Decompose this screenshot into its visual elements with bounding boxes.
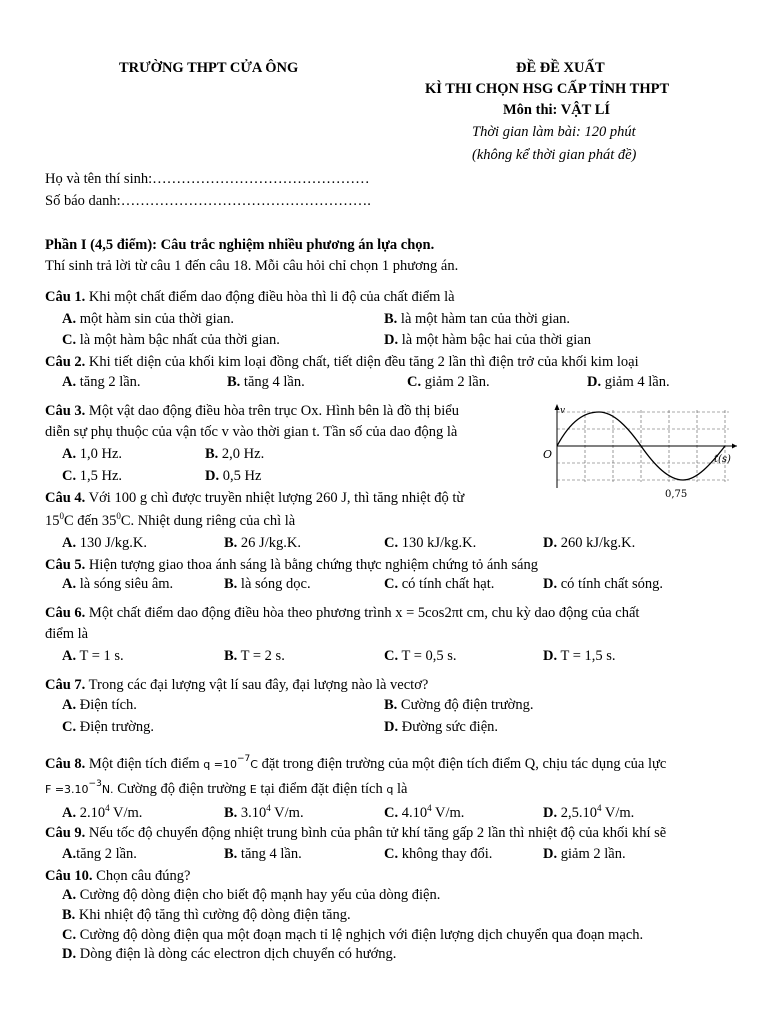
question-9: Câu 9. Nếu tốc độ chuyển động nhiệt trung bình của phân tử khí tăng gấp 2 lần thì nhiệt độ của khối khí sẽ [45, 825, 667, 841]
q10-option-a: A. Cường độ dòng điện cho biết độ mạnh hay yếu của dòng điện. [62, 887, 441, 903]
q2-option-b: B. tăng 4 lần. [227, 374, 305, 390]
q2-option-c: C. giảm 2 lần. [407, 374, 490, 390]
q4-option-b: B. 26 J/kg.K. [224, 535, 301, 551]
graph-v-label: v [560, 406, 566, 416]
q10-option-b: B. Khi nhiệt độ tăng thì cường độ dòng điện tăng. [62, 907, 351, 923]
q9-option-c: C. không thay đổi. [384, 846, 493, 862]
q9-option-d: D. giảm 2 lần. [543, 846, 626, 862]
question-6-line2: điểm là [45, 626, 89, 642]
question-8-line2: $F =3.10^{-3}N$. Cường độ điện trường E tại điểm đặt điện tích q là [45, 779, 408, 797]
q4-option-d: D. 260 kJ/kg.K. [543, 535, 636, 551]
exam-title: KÌ THI CHỌN HSG CẤP TỈNH THPT [425, 81, 670, 97]
q10-option-d: D. Dòng điện là dòng các electron dịch chuyển có hướng. [62, 946, 397, 962]
q8-option-a: A. 2.10$^4$ V/m. [62, 803, 143, 821]
q5-option-a: A. là sóng siêu âm. [62, 576, 174, 592]
q8-charge-formula: $q =10^{-7}C$ [203, 754, 258, 771]
q5-option-c: C. có tính chất hạt. [384, 576, 495, 592]
q3-option-d: D. 0,5 Hz [205, 468, 262, 484]
q6-option-b: B. T = 2 s. [224, 648, 285, 664]
question-4-line2: $15^0C$ đến $35^0C$. Nhiệt dung riêng của chì là [45, 511, 296, 529]
q1-option-b: B. là một hàm tan của thời gian. [384, 311, 571, 327]
q7-option-b: B. Cường độ điện trường. [384, 697, 534, 713]
question-7: Câu 7. Trong các đại lượng vật lí sau đây, đại lượng nào là vectơ? [45, 677, 429, 693]
q9-option-b: B. tăng 4 lần. [224, 846, 302, 862]
q1-option-a: A. một hàm sin của thời gian. [62, 311, 234, 327]
q10-option-c: C. Cường độ dòng điện qua một đoạn mạch tỉ lệ nghịch với điện lượng dịch chuyển qua đoạn mạch. [62, 927, 644, 943]
question-10: Câu 10. Chọn câu đúng? [45, 868, 191, 884]
q2-option-a: A. tăng 2 lần. [62, 374, 141, 390]
q7-option-c: C. Điện trường. [62, 719, 155, 735]
question-3-line2: diễn sự phụ thuộc của vận tốc v vào thời gian t. Tần số của dao động là [45, 424, 458, 440]
q6-option-a: A. T = 1 s. [62, 648, 124, 664]
q5-option-b: B. là sóng dọc. [224, 576, 311, 592]
q3-option-c: C. 1,5 Hz. [62, 468, 123, 484]
q4-option-a: A. 130 J/kg.K. [62, 535, 148, 551]
question-2: Câu 2. Khi tiết diện của khối kim loại đồng chất, tiết diện đều tăng 2 lần thì điện trở của khối kim loại [45, 354, 639, 370]
student-id-line: Số báo danh:……………………………………………. [45, 193, 371, 209]
part1-instruction: Thí sinh trả lời từ câu 1 đến câu 18. Mỗi câu hỏi chỉ chọn 1 phương án. [45, 258, 459, 274]
q2-option-d: D. giảm 4 lần. [587, 374, 670, 390]
subject-label: Môn thi: VẬT LÍ [503, 102, 611, 118]
q7-option-a: A. Điện tích. [62, 697, 137, 713]
question-1 [45, 289, 455, 306]
q8-option-d: D. 2,5.10$^4$ V/m. [543, 803, 635, 821]
question-6-line1: Câu 6. Một chất điểm dao động điều hòa theo phương trình x = 5cos2πt cm, chu kỳ dao động của chất [45, 605, 640, 621]
q7-option-d: D. Đường sức điện. [384, 719, 499, 735]
time-note: (không kể thời gian phát đề) [472, 147, 637, 163]
student-name-line: Họ và tên thí sinh:……………………………………… [45, 171, 370, 187]
q1-option-c: C. là một hàm bậc nhất của thời gian. [62, 332, 280, 348]
q1-option-d: D. là một hàm bậc hai của thời gian [384, 332, 591, 348]
q6-option-c: C. T = 0,5 s. [384, 648, 457, 664]
question-8-line1: Câu 8. Một điện tích điểm $q =10^{-7}C$ đặt trong điện trường của một điện tích điểm Q, chịu tác dụng của lực [45, 754, 667, 772]
school-name: TRƯỜNG THPT CỬA ÔNG [119, 60, 299, 76]
time-label: Thời gian làm bài: 120 phút [472, 124, 636, 140]
velocity-time-graph [541, 402, 741, 502]
q8-option-b: B. 3.10$^4$ V/m. [224, 803, 304, 821]
q3-option-b: B. 2,0 Hz. [205, 446, 265, 462]
graph-tick-label: 0,75 [665, 489, 688, 500]
de-xuat-label: ĐỀ ĐỀ XUẤT [516, 60, 605, 76]
graph-t-label: t(s) [714, 454, 731, 465]
q1-text: Khi một chất điểm dao động điều hòa thì li độ của chất điểm là [85, 289, 455, 305]
q3-option-a: A. 1,0 Hz. [62, 446, 123, 462]
q8-force-formula: $F =3.10^{-3}N$. [45, 779, 114, 796]
q6-option-d: D. T = 1,5 s. [543, 648, 616, 664]
q5-option-d: D. có tính chất sóng. [543, 576, 664, 592]
question-3-line1: Câu 3. Một vật dao động điều hòa trên trục Ox. Hình bên là đồ thị biểu [45, 403, 459, 419]
part1-title: Phần I (4,5 điểm): Câu trắc nghiệm nhiều phương án lựa chọn. [45, 237, 435, 253]
graph-origin-label: O [543, 448, 553, 461]
q8-option-c: C. 4.10$^4$ V/m. [384, 803, 465, 821]
q1-label: Câu 1. [45, 289, 86, 305]
q4-option-c: C. 130 kJ/kg.K. [384, 535, 477, 551]
question-5: Câu 5. Hiện tượng giao thoa ánh sáng là bằng chứng thực nghiệm chứng tỏ ánh sáng [45, 557, 538, 573]
question-4-line1: Câu 4. Với 100 g chì được truyền nhiệt lượng 260 J, thì tăng nhiệt độ từ [45, 490, 465, 506]
q9-option-a: A.tăng 2 lần. [62, 846, 137, 862]
